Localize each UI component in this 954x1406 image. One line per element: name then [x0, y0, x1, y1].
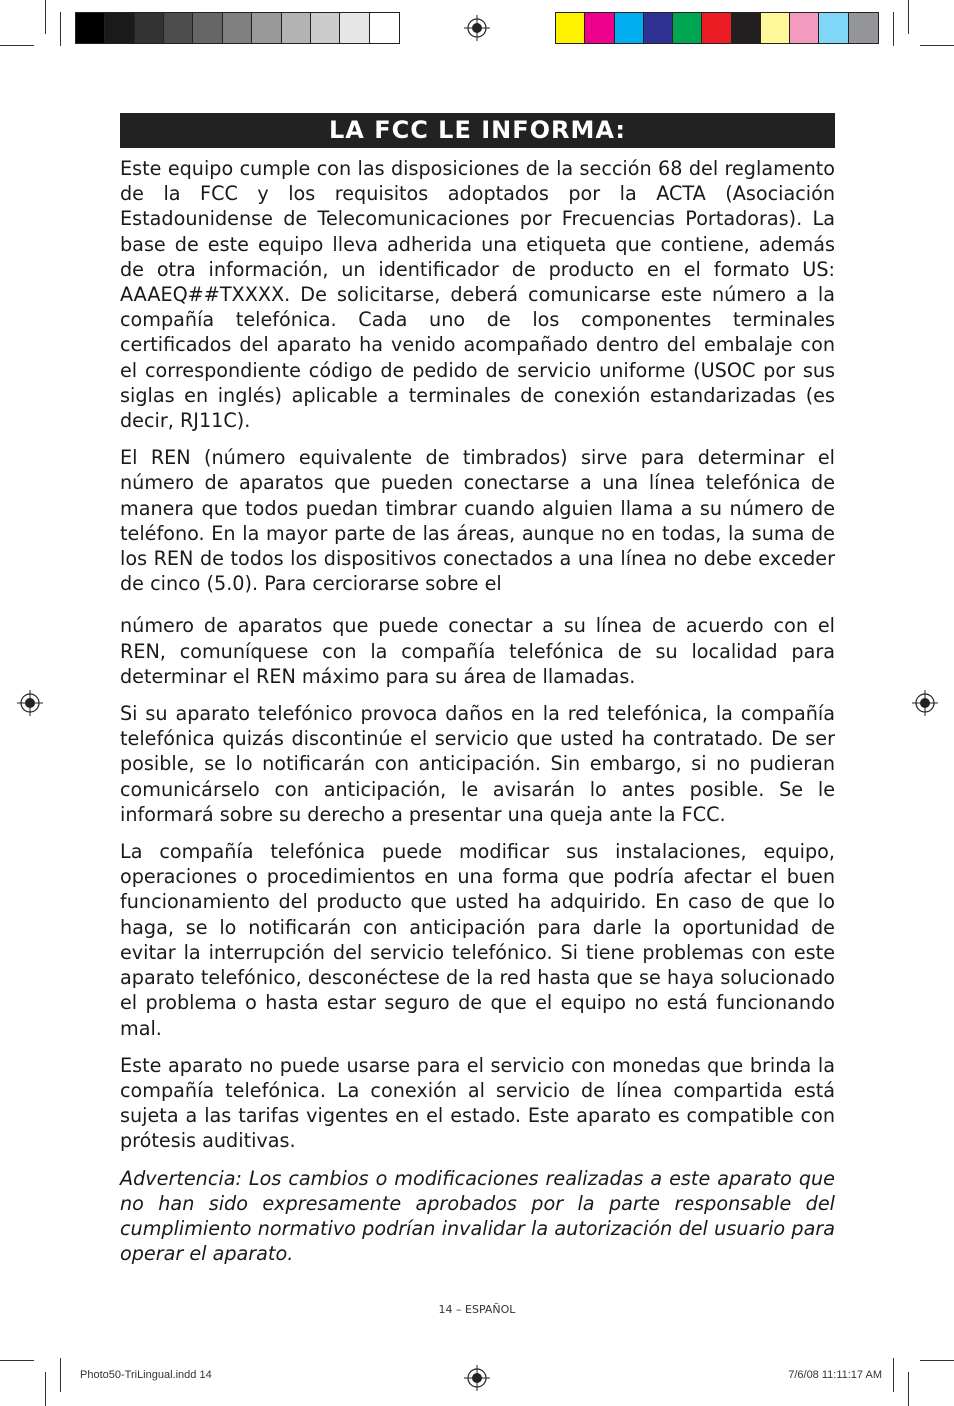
warning-paragraph: Advertencia: Los cambios o modificaciones realizadas a este aparato que no han sido expresamente aprobados por la parte responsable del cumplimiento normativo podrían invalidar la autorización del usuario para operar el aparato.	[120, 1166, 835, 1266]
color-swatch	[673, 13, 702, 43]
color-swatch	[370, 13, 399, 43]
date-slug: 7/6/08 11:11:17 AM	[788, 1369, 882, 1381]
color-swatch	[282, 13, 311, 43]
crop-mark	[908, 1372, 909, 1406]
registration-mark-icon	[17, 690, 43, 716]
crop-mark	[0, 45, 34, 46]
registration-mark-icon	[464, 15, 490, 41]
color-swatch	[790, 13, 819, 43]
color-swatch	[819, 13, 848, 43]
paragraph: El REN (número equivalente de timbrados) sirve para determinar el número de aparatos que pueden conectarse a una línea telefónica de manera que todos puedan timbrar cuando alguien llama a su número de teléfono. En la mayor parte de las áreas, aunque no en todas, la suma de los REN de todos los dispositivos conectados a una línea no debe exceder de cinco (5.0). Para cerciorarse sobre el	[120, 446, 835, 596]
crop-mark	[60, 12, 61, 46]
color-swatch	[702, 13, 731, 43]
grayscale-color-bar	[75, 12, 400, 44]
color-swatch	[849, 13, 878, 43]
crop-mark	[45, 1372, 46, 1406]
paragraph: Este aparato no puede usarse para el servicio con monedas que brinda la compañía telefónica. La conexión al servicio de línea compartida está sujeta a las tarifas vigentes en el estado. Este aparato es compatible con prótesis auditivas.	[120, 1053, 835, 1153]
file-slug: Photo50-TriLingual.indd 14	[80, 1369, 212, 1381]
color-swatch	[252, 13, 281, 43]
color-swatch	[164, 13, 193, 43]
document-body	[120, 156, 835, 1266]
color-swatch	[223, 13, 252, 43]
paragraph: Este equipo cumple con las disposiciones de la sección 68 del reglamento de la FCC y los requisitos adoptados por la ACTA (Asociación Estadounidense de Telecomunicaciones por Frecuencias Portadoras). La base de este equipo lleva adherida una etiqueta que contiene, además de otra información, un identificador de producto en el formato US: AAAEQ##TXXXX. De solicitarse, deberá comunicarse este número a la compañía telefónica. Cada uno de los componentes terminales certificados del aparato ha venido acompañado dentro del embalaje con el correspondiente código de pedido de servicio uniforme (USOC por sus siglas en inglés) aplicable a terminales de conexión estandarizadas (es decir, RJ11C).	[120, 157, 835, 433]
color-swatch	[615, 13, 644, 43]
registration-mark-icon	[912, 690, 938, 716]
crop-mark	[893, 12, 894, 46]
color-swatch	[556, 13, 585, 43]
color-swatch	[105, 13, 134, 43]
registration-mark-icon	[464, 1365, 490, 1391]
paragraph: número de aparatos que puede conectar a su línea de acuerdo con el REN, comuníquese con la compañía telefónica de su localidad para determinar el REN máximo para su área de llamadas.	[120, 614, 835, 688]
crop-mark	[60, 1358, 61, 1392]
color-swatch	[76, 13, 105, 43]
crop-mark	[908, 0, 909, 34]
color-swatch	[644, 13, 673, 43]
color-swatch	[732, 13, 761, 43]
crop-mark	[920, 1360, 954, 1361]
page-title: LA FCC LE INFORMA:	[120, 113, 835, 148]
process-color-bar	[555, 12, 879, 44]
color-swatch	[340, 13, 369, 43]
crop-mark	[920, 45, 954, 46]
paragraph: La compañía telefónica puede modificar sus instalaciones, equipo, operaciones o procedimientos en una forma que podría afectar el buen funcionamiento del producto que usted ha adquirido. En caso de que lo haga, se lo notificarán con anticipación para darle la oportunidad de evitar la interrupción del servicio telefónico. Si tiene problemas con este aparato telefónico, desconéctese de la red hasta que se haya solucionado el problema o hasta estar seguro de que el equipo no está funcionando mal.	[120, 840, 835, 1040]
color-swatch	[193, 13, 222, 43]
color-swatch	[135, 13, 164, 43]
paragraph: Si su aparato telefónico provoca daños en la red telefónica, la compañía telefónica quizás discontinúe el servicio que usted ha contratado. De ser posible, se lo notificarán con anticipación. Sin embargo, si no pudieran comunicárselo con anticipación, le avisarán lo antes posible. Se le informará sobre su derecho a presentar una queja ante la FCC.	[120, 702, 835, 826]
color-swatch	[585, 13, 614, 43]
crop-mark	[893, 1358, 894, 1392]
crop-mark	[45, 0, 46, 34]
color-swatch	[761, 13, 790, 43]
page-number: 14 – ESPAÑOL	[438, 1303, 516, 1316]
color-swatch	[311, 13, 340, 43]
crop-mark	[0, 1360, 34, 1361]
